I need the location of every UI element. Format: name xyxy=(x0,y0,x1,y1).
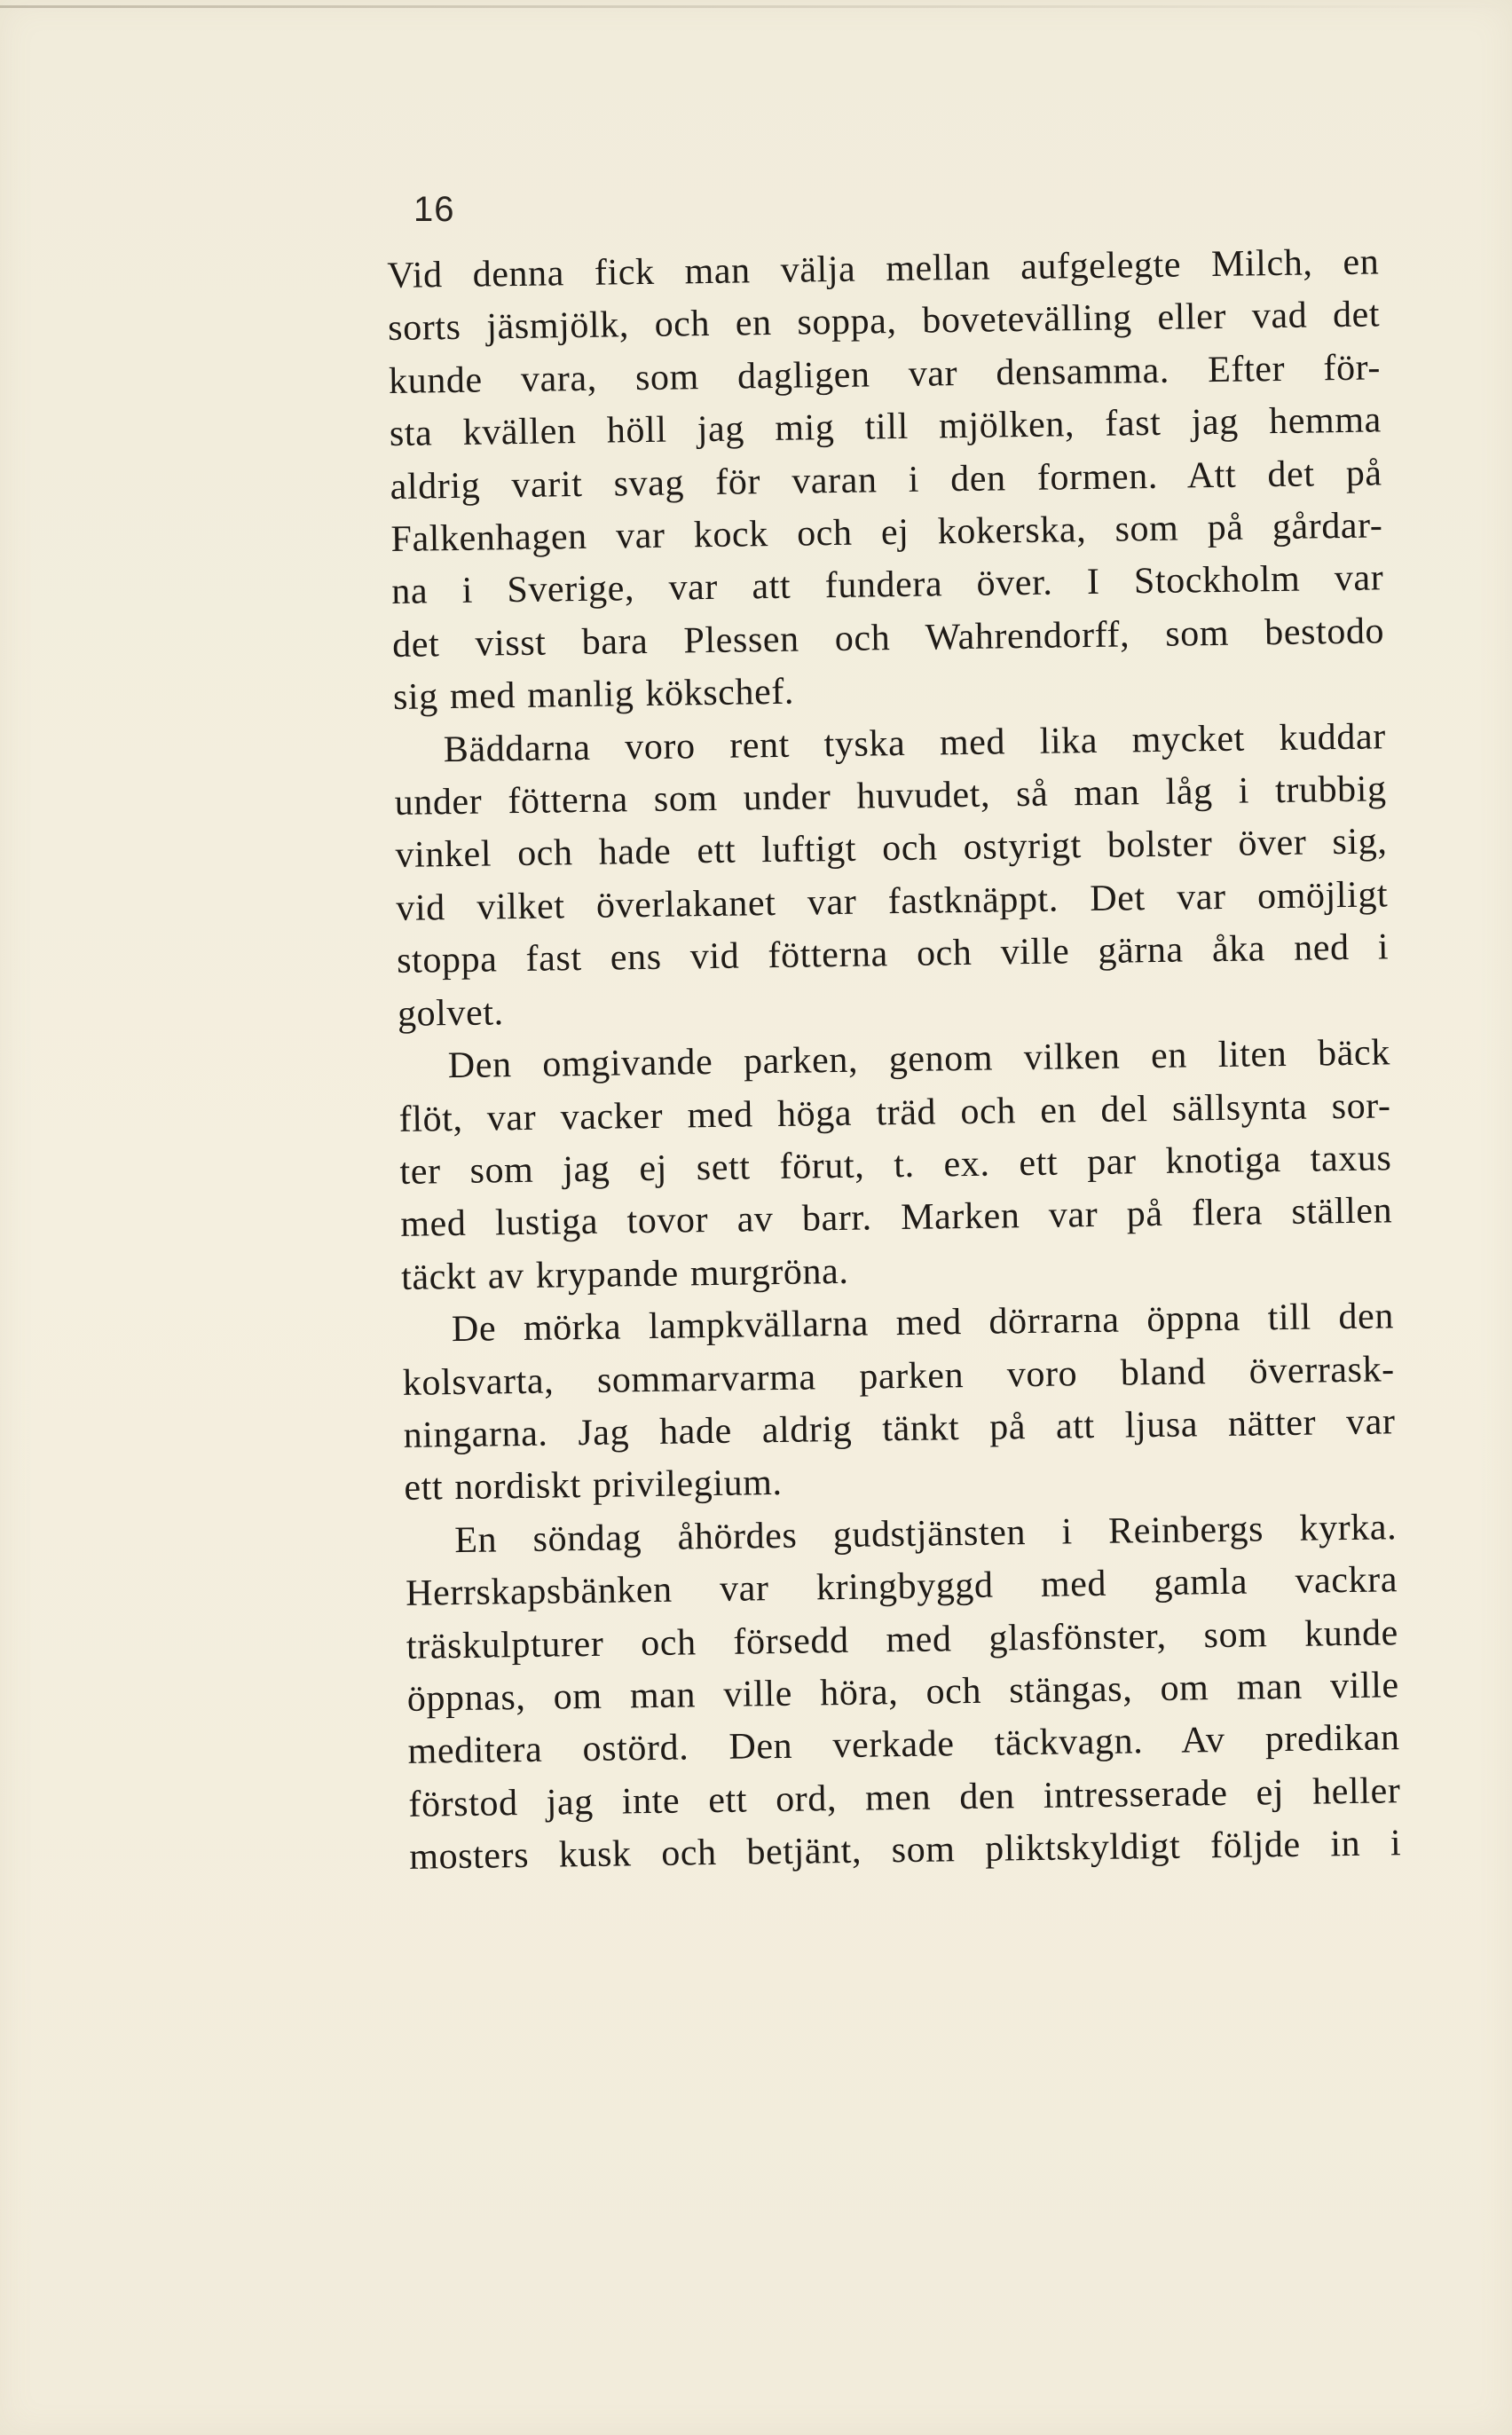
text-line: vid vilket överlakanet var fastknäppt. Det var omöjligt xyxy=(396,874,1389,929)
text-line: ningarna. Jag hade aldrig tänkt på att ljusa nätter var xyxy=(403,1401,1396,1456)
text-line: mosters kusk och betjänt, som pliktskyldigt följde in i xyxy=(408,1823,1402,1879)
text-line: sorts jäsmjölk, och en soppa, bovetevälling eller vad det xyxy=(387,294,1381,350)
text-line: öppnas, om man ville höra, och stängas, om man ville xyxy=(406,1665,1400,1720)
paragraph xyxy=(387,236,1385,724)
text-line: sig med manlig kökschef. xyxy=(392,671,795,719)
page-number: 16 xyxy=(413,190,455,229)
text-line: under fötterna som under huvudet, så man låg i trubbig xyxy=(394,768,1387,823)
paragraph xyxy=(393,711,1390,1041)
text-line: täckt av krypande murgröna. xyxy=(400,1250,849,1298)
body-text xyxy=(387,236,1402,1884)
text-line: sta kvällen höll jag mig till mjölken, fast jag hemma xyxy=(389,399,1382,455)
text-line: En söndag åhördes gudstjänsten i Reinbergs kyrka. xyxy=(453,1507,1398,1561)
text-line: Bäddarna voro rent tyska med lika mycket kuddar xyxy=(443,715,1387,770)
text-line: kolsvarta, sommarvarma parken voro bland överrask- xyxy=(402,1348,1396,1404)
text-line: Den omgivande parken, genom vilken en liten bäck xyxy=(447,1032,1391,1087)
text-line: vinkel och hade ett luftigt och ostyrigt bolster över sig, xyxy=(395,821,1388,877)
text-line: förstod jag inte ett ord, men den intresserade ej heller xyxy=(408,1770,1401,1825)
text-line: flöt, var vacker med höga träd och en del sällsynta sor- xyxy=(398,1084,1391,1140)
text-line: Vid denna fick man välja mellan aufgelegte Milch, en xyxy=(387,241,1380,296)
text-line: träskulpturer och försedd med glasfönster, som kunde xyxy=(406,1612,1399,1667)
text-line: ett nordiskt privilegium. xyxy=(404,1462,783,1509)
text-line: meditera ostörd. Den verkade täckvagn. Av predikan xyxy=(407,1717,1400,1773)
text-line: aldrig varit svag för varan i den formen. Att det på xyxy=(390,452,1382,508)
paragraph xyxy=(398,1027,1393,1304)
text-line: na i Sverige, var att fundera över. I Stockholm var xyxy=(391,557,1384,613)
paragraph xyxy=(402,1290,1397,1515)
text-line: Falkenhagen var kock och ej kokerska, som på gårdar- xyxy=(390,505,1383,560)
text-line: det visst bara Plessen och Wahrendorff, som bestodo xyxy=(391,611,1385,666)
text-line: ter som jag ej sett förut, t. ex. ett par knotiga taxus xyxy=(399,1138,1392,1193)
text-line: med lustiga tovor av barr. Marken var på flera ställen xyxy=(400,1190,1393,1246)
text-line: golvet. xyxy=(397,991,505,1035)
text-line: stoppa fast ens vid fötterna och ville gärna åka ned i xyxy=(396,926,1390,982)
page-edge-line xyxy=(0,5,1512,8)
text-line: De mörka lampkvällarna med dörrarna öppna till den xyxy=(451,1296,1395,1351)
paragraph xyxy=(405,1501,1402,1884)
text-line: kunde vara, som dagligen var densamma. Efter för- xyxy=(388,347,1382,402)
text-line: Herrskapsbänken var kringbyggd med gamla vackra xyxy=(405,1559,1398,1615)
